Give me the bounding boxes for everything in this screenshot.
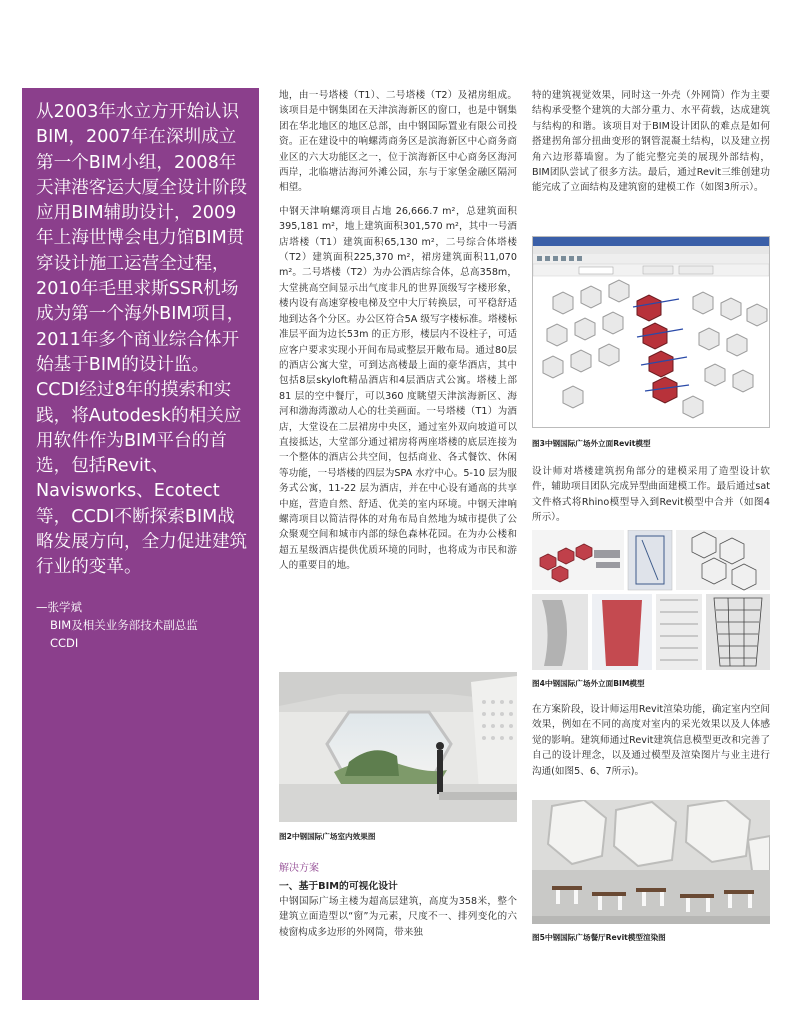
col1-paragraph-3: 中钢国际广场主楼为超高层建筑，高度为358米，整个建筑立面造型以“窗”为元素，尺度不一、排列变化的六棱窗构成多边形的外网筒，带来独 <box>279 896 517 938</box>
figure-4-bim-model <box>532 530 770 670</box>
column-2-text-bottom <box>532 702 770 787</box>
restaurant-render-image <box>532 800 770 924</box>
figure-4-caption: 图4中钢国际广场外立面BIM模型 <box>532 679 645 688</box>
bim-model-collage-image <box>532 530 770 670</box>
col2-paragraph-1: 特的建筑视觉效果，同时这一外壳（外网筒）作为主要结构承受整个建筑的大部分重力、水平荷载，达成建筑与结构的和谐。该项目对于BIM设计团队的难点是如何搭建拐角部分扭曲变形的钢管混凝土结构，以及建立拐角六边形幕墙窗。为了能完整完美的展现外部结构，BIM团队尝试了很多方法。最后，通过Revit三维创建功能完成了立面结构及建筑窗的建模工作（如图3所示）。 <box>532 90 770 194</box>
author-company: CCDI <box>50 636 79 650</box>
column-2-text-middle <box>532 464 770 534</box>
revit-facade-model-image <box>533 237 769 427</box>
sidebar-quote: 从2003年水立方开始认识BIM，2007年在深圳成立第一个BIM小组，2008年天津港客运大厦全设计阶段应用BIM辅助设计，2009年上海世博会电力馆BIM贯穿设计施工运营全过程，2010年毛里求斯SSR机场成为第一个海外BIM项目，2011年多个商业综合体开始基于BIM的设计监。CCDI经过8年的摸索和实践，将Autodesk的相关应用软件作为BIM平台的首选，包括Revit、Navisworks、Ecotect等，CCDI不断探索BIM战略发展方向，全力促进建筑行业的变革。 <box>36 102 248 578</box>
subsection-title: 一、基于BIM的可视化设计 <box>279 881 398 892</box>
quote-sidebar <box>22 88 259 1000</box>
col1-paragraph-1: 地，由一号塔楼（T1）、二号塔楼（T2）及裙房组成。该项目是中钢集团在天津滨海新区的窗口，也是中钢集团在华北地区的地区总部，由中钢国际置业有限公司投资。正在建设中的响螺湾商务区是滨海新区中心商务商业区的六大功能区之一，位于滨海新区中心商务区海河西岸，北临塘沽海河外滩公园，东与于家堡金融区隔河相望。 <box>279 90 517 194</box>
author-role: BIM及相关业务部技术副总监 <box>50 618 198 632</box>
column-1-text-bottom <box>279 894 517 948</box>
figure-5-restaurant-render <box>532 800 770 924</box>
col2-paragraph-3: 在方案阶段，设计师运用Revit渲染功能，确定室内空间效果，例如在不同的高度对室内的采光效果以及人体感觉的影响。建筑师通过Revit建筑信息模型更改和完善了自己的设计理念，以及通过模型及渲染图片与业主进行沟通(如图5、6、7所示)。 <box>532 704 770 777</box>
col2-paragraph-2: 设计师对塔楼建筑拐角部分的建模采用了造型设计软件，辅助项目团队完成异型曲面建模工作。最后通过sat文件格式将Rhino模型导入到Revit模型中合并（如图4所示）。 <box>532 466 770 524</box>
figure-5-caption: 图5中钢国际广场餐厅Revit模型渲染图 <box>532 933 666 942</box>
quote-author: —张学斌 <box>36 600 82 614</box>
column-2-text-top <box>532 88 770 204</box>
column-1-text <box>279 88 517 582</box>
interior-render-image <box>279 672 517 822</box>
section-title: 解决方案 <box>279 863 319 874</box>
figure-3-revit-screenshot <box>532 236 770 428</box>
figure-3-caption: 图3中钢国际广场外立面Revit模型 <box>532 439 651 448</box>
col1-paragraph-2: 中钢天津响螺湾项目占地 26,666.7 m²，总建筑面积395,181 m²，地上建筑面积301,570 m²，其中一号酒店塔楼（T1）建筑面积65,130 m²，二号综合体塔楼（T2）建筑面积225,370 m²，裙房建筑面积11,070 m²。二号塔楼（T2）为办公酒店综合体，总高358m，大堂挑高空间显示出气度非凡的世界顶级写字楼形象，楼内设有高速穿梭电梯及空中大厅转换层，可平稳舒适地到达各个分区。办公区符合5A 级写字楼标准。塔楼标准层平面为边长53m 的正方形，楼层内不设柱子，可适应客户要求实现小开间布局或整层开敞布局。通过80层的酒店公寓大堂，可到达高楼最上面的豪华酒店，其中包括8层skyloft精品酒店和4层酒店式公寓。塔楼上部81 层的空中餐厅，可以360 度眺望天津滨海新区、海河和渤海湾激动人心的壮美画面。一号塔楼（T1）为酒店，大堂设在二层裙房中央区，通过室外双向坡道可以直接抵达，大堂部分通过裙房将两座塔楼的底层连接为一个整体的酒店公共空间，包括商业、各式餐饮、休闲等功能，一号塔楼的四层为SPA 水疗中心。5-10 层为服务式公寓，11-22 层为酒店，并在中心设有通高的共享中庭，营造自然、舒适、优美的室内环境。中钢天津响螺湾项目以简洁得体的对角布局自然地为城市提供了公众聚观空间和城市内部的绿色森林花园。在为办公楼和超五星级酒店提供优质环境的同时，也将成为市民和游人的重要目的地。 <box>279 205 517 572</box>
quote-attribution <box>36 598 251 652</box>
figure-2-interior-render <box>279 672 517 822</box>
figure-2-caption: 图2中钢国际广场室内效果图 <box>279 832 376 841</box>
